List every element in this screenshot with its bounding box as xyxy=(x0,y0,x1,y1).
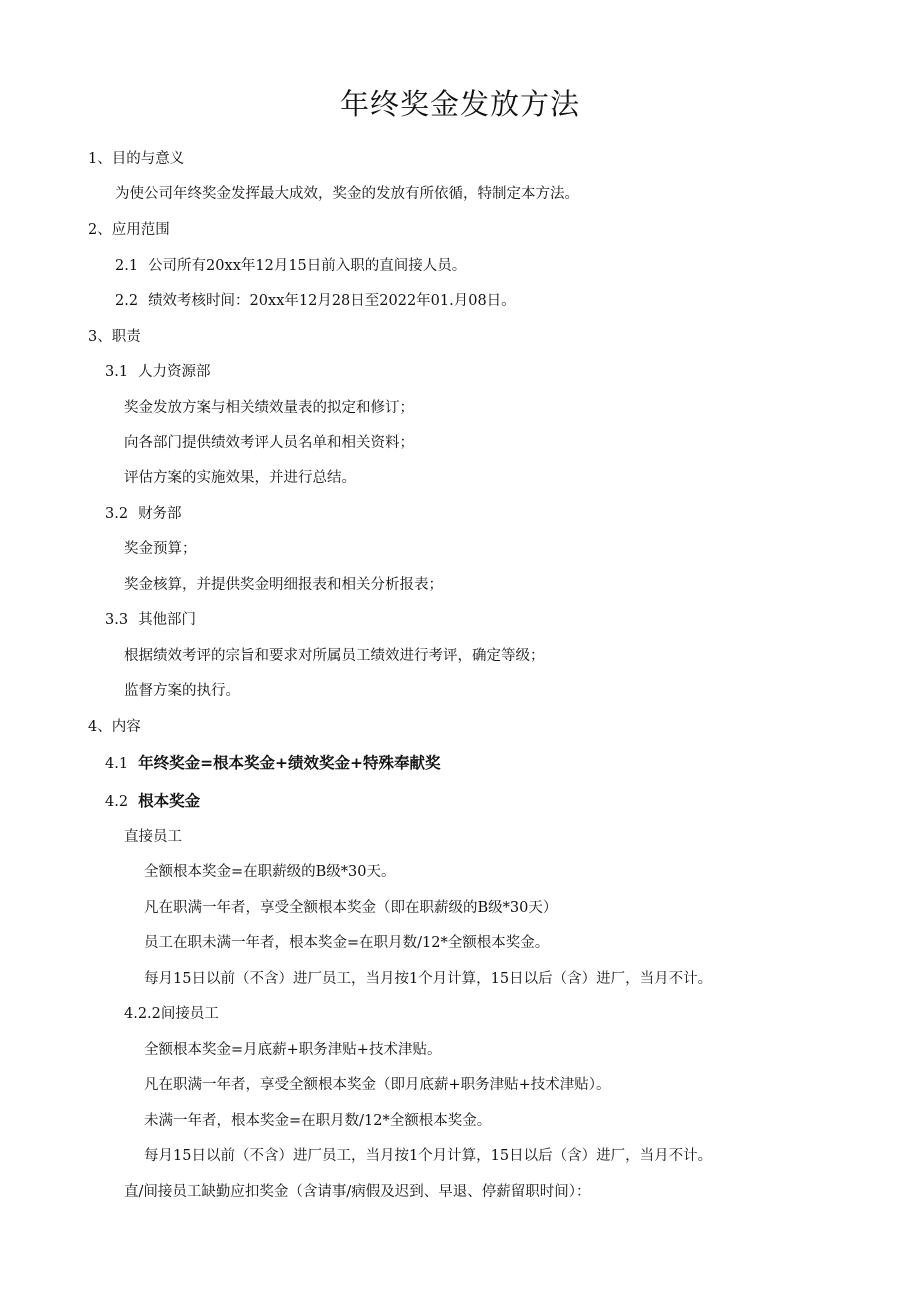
subsection-heading: 根本奖金 xyxy=(138,792,201,810)
text: 奖金预算； xyxy=(124,541,197,557)
item-number: 4.2 xyxy=(105,794,129,810)
text: 奖金发放方案与相关绩效量表的拟定和修订； xyxy=(124,400,414,416)
paragraph xyxy=(115,184,579,204)
paragraph xyxy=(124,398,414,418)
section-1-heading xyxy=(88,149,184,169)
paragraph xyxy=(144,1040,441,1060)
paragraph xyxy=(124,575,443,595)
item-number: 3.1 xyxy=(105,364,129,380)
paragraph xyxy=(124,433,414,453)
item-number: 3.3 xyxy=(105,612,129,628)
paragraph xyxy=(144,862,396,882)
paragraph xyxy=(144,1075,611,1095)
text: 直/间接员工缺勤应扣奖金（含请事/病假及迟到、早退、停薪留职时间）： xyxy=(124,1184,591,1200)
text: 未满一年者，根本奖金=在职月数/12*全额根本奖金。 xyxy=(144,1113,492,1129)
formula-heading: 年终奖金=根本奖金+绩效奖金+特殊奉献奖 xyxy=(138,754,441,772)
text: 1、目的与意义 xyxy=(88,151,185,167)
text: 根据绩效考评的宗旨和要求对所属员工绩效进行考评，确定等级； xyxy=(124,648,545,664)
text: 4.2.2间接员工 xyxy=(124,1006,219,1022)
text: 财务部 xyxy=(138,506,182,522)
text: 2、应用范围 xyxy=(88,222,170,238)
item-number: 4.1 xyxy=(105,756,129,772)
subsection-2-1 xyxy=(115,256,466,276)
text: 评估方案的实施效果，并进行总结。 xyxy=(124,470,356,486)
subsection-3-3 xyxy=(105,610,196,630)
paragraph xyxy=(124,827,182,847)
paragraph xyxy=(144,898,557,918)
paragraph xyxy=(124,1182,591,1202)
paragraph xyxy=(124,539,197,559)
paragraph xyxy=(124,681,240,701)
document-title: 年终奖金发放方法 xyxy=(339,87,580,121)
subsection-2-2 xyxy=(115,291,516,311)
text: 每月15日以前（不含）进厂员工，当月按1个月计算，15日以后（含）进厂，当月不计。 xyxy=(144,1148,713,1164)
subsection-4-1 xyxy=(105,753,441,774)
text: 公司所有20xx年12月15日前入职的直间接人员。 xyxy=(148,258,467,274)
paragraph xyxy=(144,969,712,989)
text: 员工在职未满一年者，根本奖金=在职月数/12*全额根本奖金。 xyxy=(144,935,550,951)
paragraph xyxy=(124,468,356,488)
paragraph xyxy=(144,1111,491,1131)
text: 全额根本奖金=在职薪级的B级*30天。 xyxy=(144,864,396,880)
text: 3、职责 xyxy=(88,329,141,345)
item-number: 2.2 xyxy=(115,293,139,309)
paragraph xyxy=(144,1146,712,1166)
paragraph xyxy=(144,933,549,953)
text: 奖金核算，并提供奖金明细报表和相关分析报表； xyxy=(124,577,443,593)
text: 监督方案的执行。 xyxy=(124,683,240,699)
subsection-4-2-2 xyxy=(124,1004,219,1024)
text: 全额根本奖金=月底薪+职务津贴+技术津贴。 xyxy=(144,1042,442,1058)
item-number: 2.1 xyxy=(115,258,139,274)
text: 凡在职满一年者，享受全额根本奖金（即月底薪+职务津贴+技术津贴）。 xyxy=(144,1077,611,1093)
text: 为使公司年终奖金发挥最大成效，奖金的发放有所依循，特制定本方法。 xyxy=(115,186,579,202)
text: 人力资源部 xyxy=(138,364,211,380)
text: 凡在职满一年者，享受全额根本奖金（即在职薪级的B级*30天） xyxy=(144,900,558,916)
text: 其他部门 xyxy=(138,612,197,628)
section-2-heading xyxy=(88,220,170,240)
text: 4、内容 xyxy=(88,719,141,735)
subsection-3-1 xyxy=(105,362,211,382)
item-number: 3.2 xyxy=(105,506,129,522)
paragraph xyxy=(124,646,545,666)
subsection-4-2 xyxy=(105,791,200,812)
text: 直接员工 xyxy=(124,829,182,845)
text: 每月15日以前（不含）进厂员工，当月按1个月计算，15日以后（含）进厂，当月不计。 xyxy=(144,971,713,987)
subsection-3-2 xyxy=(105,504,182,524)
section-3-heading xyxy=(88,327,141,347)
text: 向各部门提供绩效考评人员名单和相关资料； xyxy=(124,435,414,451)
section-4-heading xyxy=(88,717,141,737)
text: 绩效考核时间：20xx年12月28日至2022年01.月08日。 xyxy=(148,293,516,309)
